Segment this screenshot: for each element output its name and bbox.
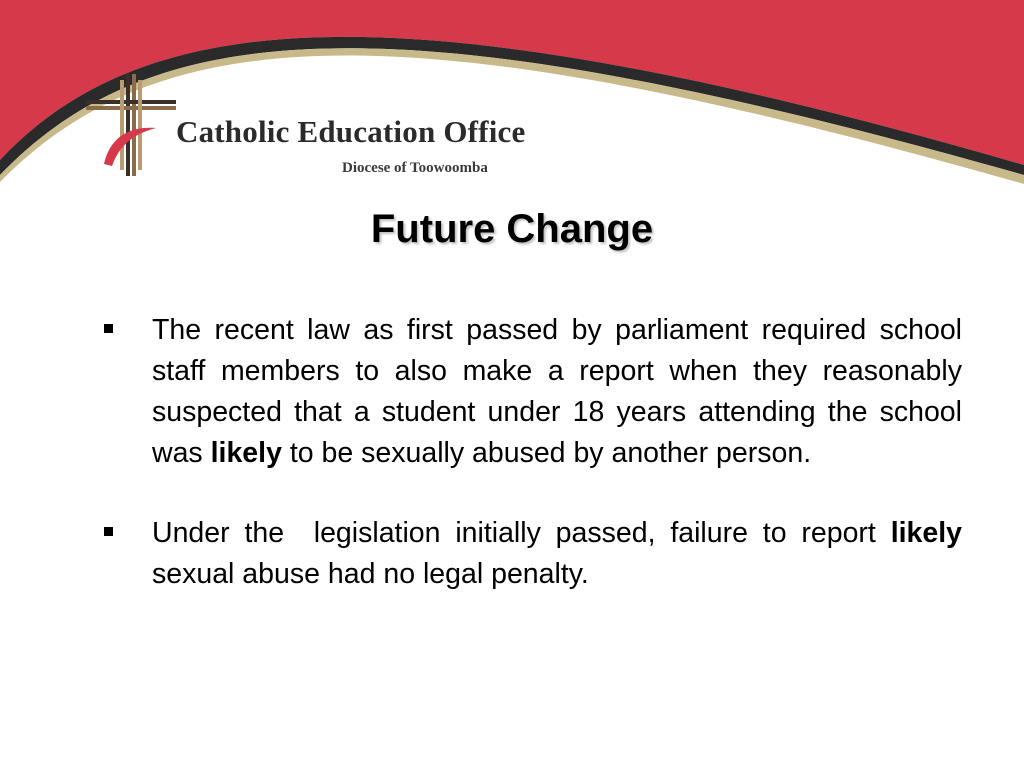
square-bullet-icon xyxy=(100,513,152,595)
bullet-item xyxy=(100,513,962,595)
organization-name: Catholic Education Office xyxy=(176,114,526,149)
emphasis-text: likely xyxy=(210,437,282,469)
bullet-text: Under the legislation initially passed, failure to report likely sexual abuse had no legal penalty. xyxy=(152,517,962,590)
bullet-list xyxy=(100,310,962,634)
organization-logo xyxy=(84,72,684,182)
slide-title: Future Change xyxy=(370,207,654,251)
bullet-text: The recent law as first passed by parliament required school staff members to also make a report when they reasonably suspected that a student under 18 years attending the school was likely to be sexually abused by another person. xyxy=(152,314,962,469)
organization-subtitle: Diocese of Toowoomba xyxy=(342,160,488,176)
emphasis-text: likely xyxy=(890,517,962,549)
bullet-item xyxy=(100,310,962,474)
cross-icon xyxy=(84,72,180,178)
square-bullet-icon xyxy=(100,310,152,474)
